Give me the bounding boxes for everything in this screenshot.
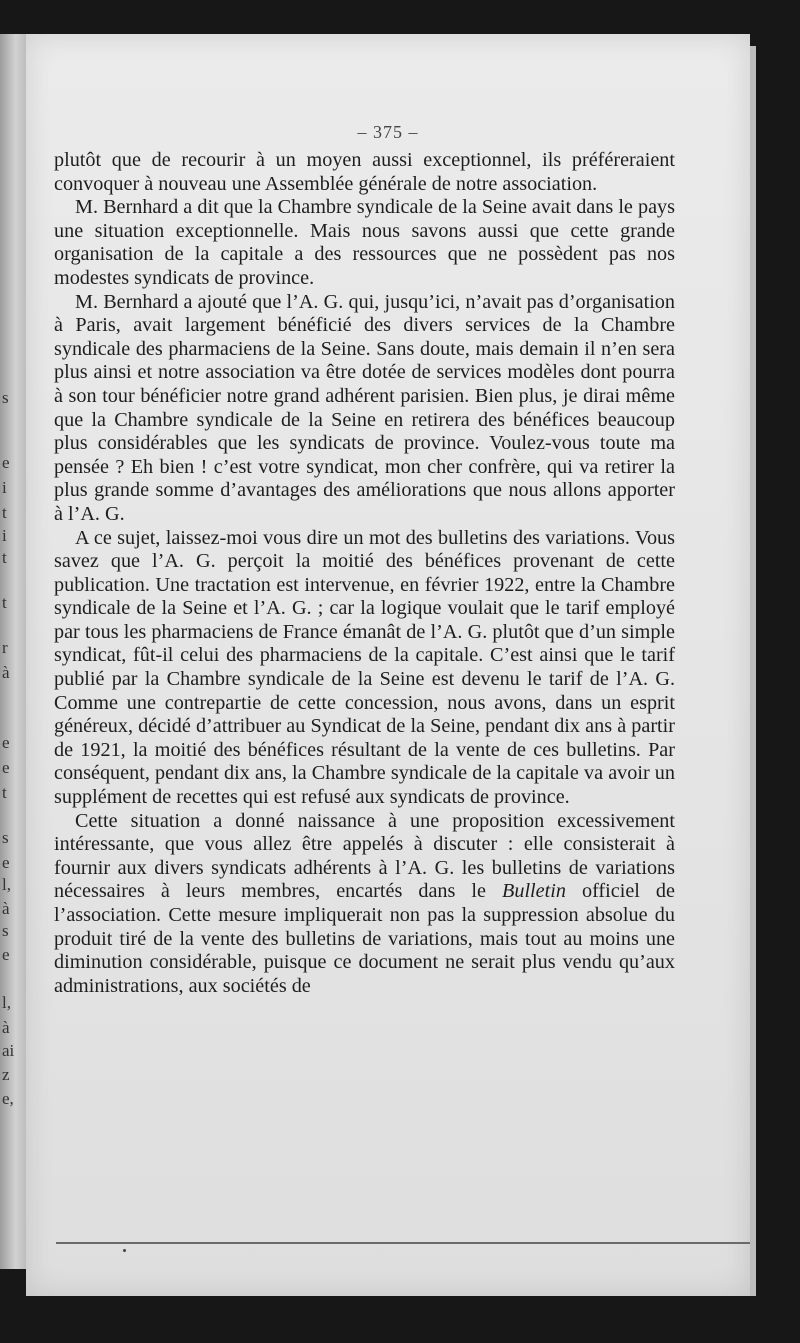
paragraph: M. Bernhard a dit que la Chambre syndicale de la Seine avait dans le pays une situation exceptionnelle. Mais nous savons aussi que cette grande organisation de la capitale a des ressources que ne possèdent pas nos modestes syndicats de province. — [54, 196, 675, 289]
margin-letter: e — [2, 945, 10, 964]
page-right-edge — [750, 46, 756, 1296]
margin-letter: l, — [2, 993, 11, 1012]
margin-letter: t — [2, 593, 7, 612]
margin-letter: ai — [2, 1041, 15, 1060]
paragraph: Cette situation a donné naissance à une proposition excessivement intéressante, que vous allez être appelés à discuter : elle consisterait à fournir aux divers syndicats adhérents à l’A. G. les bulletins de variations nécessaires à leurs membres, encartés dans le Bulletin officiel de l’association. Cette mesure impliquerait non pas la suppression absolue du produit tiré de la vente des bulletins de variations, mais tout au moins une diminution considérable, puisque ce document ne serait plus vendu qu’aux administrations, aux sociétés de — [54, 809, 675, 997]
margin-letter: e — [2, 853, 10, 872]
margin-letter: z — [2, 1065, 10, 1084]
page-bottom-rule — [56, 1242, 750, 1244]
margin-letter: à — [2, 1018, 10, 1037]
paragraph: plutôt que de recourir à un moyen aussi exceptionnel, ils préféreraient convoquer à nouveau une Assemblée générale de notre association. — [54, 149, 675, 195]
margin-letter: t — [2, 503, 7, 522]
page-number: – 375 – — [357, 122, 419, 142]
ink-speck — [123, 1249, 126, 1252]
margin-letter: e — [2, 758, 10, 777]
margin-letter: t — [2, 548, 7, 567]
book-page — [26, 34, 750, 1296]
margin-letter: t — [2, 783, 7, 802]
margin-letter: s — [2, 388, 9, 407]
margin-letter: i — [2, 526, 7, 545]
margin-letter: l, — [2, 875, 11, 894]
margin-letter: à — [2, 899, 10, 918]
margin-letter: i — [2, 478, 7, 497]
margin-letter: s — [2, 828, 9, 847]
margin-letter: e, — [2, 1089, 14, 1108]
page-text-body — [54, 149, 675, 998]
margin-letter: r — [2, 638, 8, 657]
paragraph: M. Bernhard a ajouté que l’A. G. qui, jusqu’ici, n’avait pas d’organisation à Paris, avait largement bénéficié des divers services de la Chambre syndicale des pharmaciens de la Seine. Sans doute, mais demain il n’en sera plus ainsi et notre association va être dotée de services modèles dont pourra à son tour bénéficier notre grand adhérent parisien. Bien plus, je dirai même que la Chambre syndicale de la Seine en retirera des bénéfices beaucoup plus considérables que les syndicats de province. Voulez-vous toute ma pensée ? Eh bien ! c’est votre syndicat, mon cher confrère, qui va retirer la plus grande somme d’avantages des améliorations que nous allons apporter à l’A. G. — [54, 290, 675, 525]
paragraph: A ce sujet, laissez-moi vous dire un mot des bulletins des variations. Vous savez que l’A. G. perçoit la moitié des bénéfices provenant de cette publication. Une tractation est intervenue, en février 1922, entre la Chambre syndicale de la Seine et l’A. G. ; car la logique voulait que le tarif employé par tous les pharmaciens de France émanât de l’A. G. plutôt que d’un simple syndicat, fût-il celui des pharmaciens de la capitale. C’est ainsi que le tarif publié par la Chambre syndicale de la Seine est devenu le tarif de l’A. G. Comme une contrepartie de cette concession, nous avons, dans un esprit généreux, décidé d’attribuer au Syndicat de la Seine, pendant dix ans à partir de 1921, la moitié des bénéfices résultant de la vente de ces bulletins. Par conséquent, pendant dix ans, la Chambre syndicale de la capitale va avoir un supplément de recettes qui est refusé aux syndicats de province. — [54, 526, 675, 809]
margin-letter: e — [2, 733, 10, 752]
margin-letter: e — [2, 453, 10, 472]
margin-letter: à — [2, 663, 10, 682]
facing-page-edge — [0, 34, 26, 1269]
margin-letter: s — [2, 921, 9, 940]
